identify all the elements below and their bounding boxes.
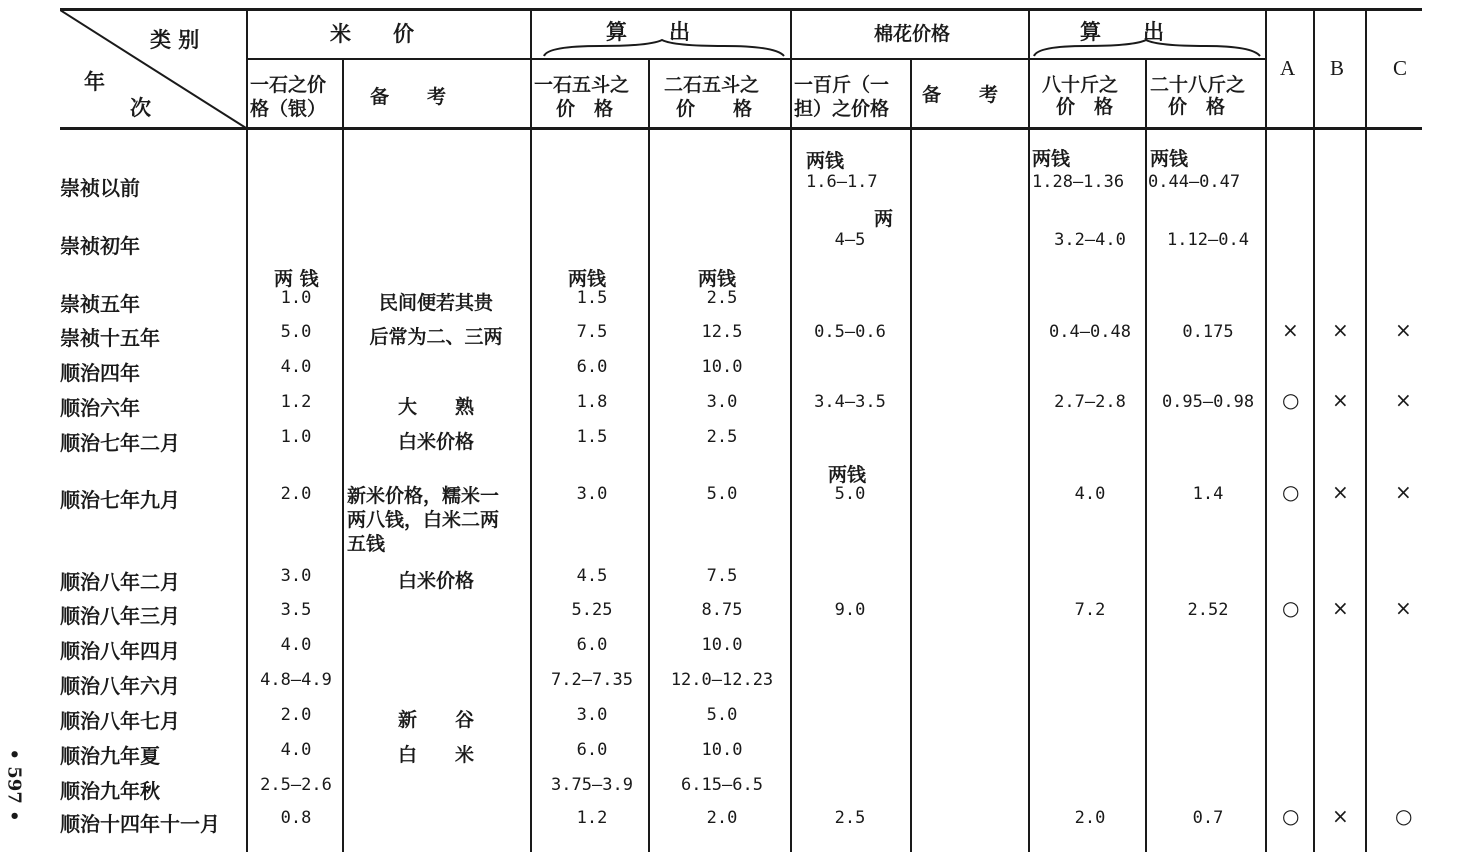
cell-cotton: 5.0	[834, 484, 866, 504]
mark-c-cross-icon: ×	[1395, 480, 1412, 504]
vrule-10	[1313, 10, 1315, 852]
cell-rice: 3.5	[280, 600, 312, 620]
cell-p28: 1.4	[1192, 484, 1224, 504]
mark-a-circle-icon: ○	[1282, 804, 1300, 828]
subheader-twentyeight-jin-l1: 二十八斤之	[1150, 74, 1246, 96]
cell-p25: 7.5	[706, 566, 738, 586]
row-year: 顺治九年夏	[60, 744, 160, 768]
cell-p15: 3.0	[576, 705, 608, 725]
subheader-two-half-shi-l1: 二石五斗之	[664, 74, 760, 96]
cell-p25: 10.0	[701, 357, 743, 377]
row-year: 顺治九年秋	[60, 779, 160, 803]
cell-p25: 12.0—12.23	[670, 670, 774, 690]
unit-cotton-r7: 两钱	[828, 464, 867, 486]
row-year: 顺治八年三月	[60, 604, 180, 628]
cell-rice: 1.0	[280, 288, 312, 308]
cell-p28: 0.7	[1192, 808, 1224, 828]
header-year: 年	[84, 69, 105, 94]
cell-remark: 白米价格	[397, 431, 475, 453]
cell-p15: 3.0	[576, 484, 608, 504]
cell-p28: 0.175	[1182, 322, 1234, 342]
cell-remark: 大 熟	[397, 396, 475, 418]
header-rice-price: 米 价	[330, 21, 414, 46]
cell-p80: 2.7—2.8	[1054, 392, 1126, 412]
header-computed-1: 算 出	[606, 19, 690, 44]
cell-rice: 2.0	[280, 705, 312, 725]
cell-p28: 1.12—0.4	[1167, 230, 1249, 250]
vrule-6	[910, 60, 912, 852]
cell-remark: 新 谷	[397, 709, 475, 731]
cell-p15: 6.0	[576, 635, 608, 655]
vrule-8	[1145, 60, 1147, 852]
cell-p25: 10.0	[701, 740, 743, 760]
cell-remark: 白米价格	[397, 570, 475, 592]
row-year: 崇祯以前	[60, 176, 140, 200]
unit-p25-r2: 两钱	[698, 268, 737, 290]
subheader-hundred-jin-l1: 一百斤（一	[794, 74, 890, 96]
row-year: 顺治七年九月	[60, 488, 180, 512]
cell-p80: 2.0	[1074, 808, 1106, 828]
cell-p15: 6.0	[576, 357, 608, 377]
cell-rice: 3.0	[280, 566, 312, 586]
vrule-11	[1365, 10, 1367, 852]
table-top-rule	[60, 8, 1422, 11]
subheader-remarks-1: 备 考	[370, 86, 447, 108]
mark-b-cross-icon: ×	[1332, 804, 1349, 828]
cell-rice: 4.0	[280, 740, 312, 760]
cell-p15: 7.2—7.35	[551, 670, 633, 690]
mark-b-cross-icon: ×	[1332, 480, 1349, 504]
vrule-7	[1028, 10, 1030, 852]
unit-twentyeight-r0: 两钱	[1150, 148, 1189, 170]
cell-p25: 8.75	[701, 600, 743, 620]
page-number: • 597 •	[3, 748, 25, 822]
vrule-2	[342, 60, 344, 852]
cell-p25: 2.0	[706, 808, 738, 828]
unit-p15-r2: 两钱	[568, 268, 607, 290]
subheader-twentyeight-jin-l2: 价 格	[1168, 96, 1226, 118]
cell-p28: 2.52	[1187, 600, 1229, 620]
cell-remark	[347, 484, 529, 556]
mark-c-circle-icon: ○	[1395, 804, 1413, 828]
subheader-rice-one-shi-l1: 一石之价	[250, 74, 327, 96]
mark-a-circle-icon: ○	[1282, 480, 1300, 504]
subheader-one-half-shi-l1: 一石五斗之	[534, 74, 630, 96]
row-year: 顺治八年七月	[60, 709, 180, 733]
cell-p15: 1.8	[576, 392, 608, 412]
cell-p15: 7.5	[576, 322, 608, 342]
cell-p25: 10.0	[701, 635, 743, 655]
cell-cotton: 9.0	[834, 600, 866, 620]
cell-p25: 6.15—6.5	[681, 775, 763, 795]
mark-c-cross-icon: ×	[1395, 388, 1412, 412]
header-col-a: A	[1280, 56, 1296, 80]
cell-p28: 0.44—0.47	[1148, 172, 1241, 192]
cell-p25: 5.0	[706, 705, 738, 725]
mark-a-circle-icon: ○	[1282, 388, 1300, 412]
cell-remark: 后常为二、三两	[369, 326, 503, 348]
remark-line: 新米价格，糯米一	[347, 485, 500, 507]
header-sequence: 次	[130, 95, 151, 120]
cell-p15: 6.0	[576, 740, 608, 760]
row-year: 崇祯初年	[60, 234, 140, 258]
row-year: 崇祯十五年	[60, 326, 160, 350]
cell-p80: 7.2	[1074, 600, 1106, 620]
cell-p80: 3.2—4.0	[1054, 230, 1126, 250]
cell-p28: 0.95—0.98	[1161, 392, 1255, 412]
cell-remark: 白 米	[397, 744, 475, 766]
mark-b-cross-icon: ×	[1332, 596, 1349, 620]
subheader-one-half-shi-l2: 价 格	[556, 98, 614, 120]
cell-rice: 0.8	[280, 808, 312, 828]
cell-p15: 3.75—3.9	[551, 775, 633, 795]
header-cotton-price: 棉花价格	[874, 23, 951, 45]
unit-cotton-r0: 两钱	[806, 150, 845, 172]
cell-cotton: 1.6—1.7	[806, 172, 878, 192]
cell-p25: 12.5	[701, 322, 743, 342]
cell-rice: 4.0	[280, 357, 312, 377]
cell-p25: 5.0	[706, 484, 738, 504]
unit-cotton-r1: 两	[874, 208, 894, 230]
subheader-two-half-shi-l2: 价 格	[676, 98, 753, 120]
header-category: 类 别	[150, 27, 200, 52]
cell-p15: 4.5	[576, 566, 608, 586]
row-year: 顺治七年二月	[60, 431, 180, 455]
cell-rice: 4.8—4.9	[260, 670, 332, 690]
cell-p80: 1.28—1.36	[1032, 172, 1125, 192]
row-year: 顺治六年	[60, 396, 140, 420]
cell-rice: 2.5—2.6	[260, 775, 332, 795]
row-year: 顺治八年六月	[60, 674, 180, 698]
cell-p15: 1.5	[576, 427, 608, 447]
unit-eighty-r0: 两钱	[1032, 148, 1071, 170]
subheader-hundred-jin-l2: 担）之价格	[794, 98, 890, 120]
row-year: 顺治四年	[60, 361, 140, 385]
subheader-rice-one-shi-l2: 格（银）	[250, 98, 327, 120]
cell-cotton: 2.5	[834, 808, 866, 828]
subheader-remarks-2: 备 考	[922, 84, 999, 106]
vrule-3	[530, 10, 532, 852]
cell-rice: 1.0	[280, 427, 312, 447]
vrule-4	[648, 60, 650, 852]
remark-line: 五钱	[347, 533, 386, 555]
cell-p15: 5.25	[571, 600, 613, 620]
cell-p15: 1.5	[576, 288, 608, 308]
cell-rice: 4.0	[280, 635, 312, 655]
cell-p25: 3.0	[706, 392, 738, 412]
mark-a-circle-icon: ○	[1282, 596, 1300, 620]
subheader-eighty-jin-l1: 八十斤之	[1042, 74, 1119, 96]
cell-p80: 0.4—0.48	[1049, 322, 1131, 342]
header-bottom-rule	[60, 127, 1422, 130]
row-year: 崇祯五年	[60, 292, 140, 316]
mark-b-cross-icon: ×	[1332, 318, 1349, 342]
vrule-5	[790, 10, 792, 852]
remark-line: 两八钱，白米二两	[347, 509, 500, 531]
cell-remark: 民间便若其贵	[378, 292, 494, 314]
cell-cotton: 3.4—3.5	[814, 392, 886, 412]
vrule-9	[1265, 10, 1267, 852]
cell-cotton: 0.5—0.6	[814, 322, 886, 342]
cell-p25: 2.5	[706, 288, 738, 308]
cell-cotton: 4—5	[834, 230, 866, 250]
cell-rice: 5.0	[280, 322, 312, 342]
row-year: 顺治八年四月	[60, 639, 180, 663]
cell-p80: 4.0	[1074, 484, 1106, 504]
cell-p15: 1.2	[576, 808, 608, 828]
row-year: 顺治十四年十一月	[60, 812, 220, 836]
header-col-c: C	[1393, 56, 1408, 80]
vrule-1	[246, 10, 248, 852]
subheader-eighty-jin-l2: 价 格	[1056, 96, 1114, 118]
mark-c-cross-icon: ×	[1395, 318, 1412, 342]
mark-a-cross-icon: ×	[1282, 318, 1299, 342]
header-computed-2: 算 出	[1080, 19, 1164, 44]
header-col-b: B	[1330, 56, 1345, 80]
cell-p25: 2.5	[706, 427, 738, 447]
row-year: 顺治八年二月	[60, 570, 180, 594]
unit-rice-r2: 两 钱	[274, 268, 319, 290]
cell-rice: 1.2	[280, 392, 312, 412]
mark-b-cross-icon: ×	[1332, 388, 1349, 412]
cell-rice: 2.0	[280, 484, 312, 504]
mark-c-cross-icon: ×	[1395, 596, 1412, 620]
